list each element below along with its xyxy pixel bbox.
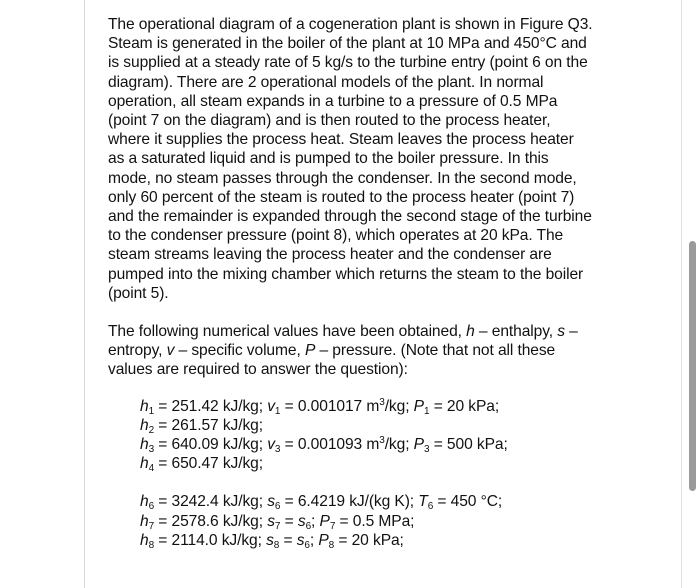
equation-line-3: $h_3 = 640.09$ kJ/kg; $v_3 = 0.001093$ $m^3/kg$; $P_3 = 500$ kPa; — [140, 435, 508, 456]
question-text — [108, 15, 593, 550]
equation-line-4: $h_4 = 650.47$ kJ/kg; — [140, 455, 263, 475]
equation-block-steam — [140, 492, 593, 550]
values-intro: The following numerical values have been obtained, h – enthalpy, s – entropy, v – specific volume, P – pressure. (Note that not all these values are required to answer the question): — [108, 323, 578, 379]
equation-block-liquid — [140, 397, 593, 474]
equation-line-8: $h_8 = 2114.0$ kJ/kg; $s_8 = s_6$; $P_8 = 20$ kPa; — [140, 531, 404, 551]
equation-line-6: $h_6 = 3242.4$ kJ/kg; $s_6 = 6.4219$ kJ/(kg K); $T_6 = 450$ °C; — [140, 493, 503, 513]
equation-line-2: $h_2 = 261.57$ kJ/kg; — [140, 416, 263, 436]
page-left-border — [84, 0, 85, 588]
page-right-border — [681, 0, 682, 588]
problem-description: The operational diagram of a cogeneration plant is shown in Figure Q3. Steam is generated in the boiler of the plant at 10 MPa and 450°C and is supplied at a steady rate of 5 kg/s to the turbine entry (point 6 on the diagram). There are 2 operational models of the plant. In normal operation, all steam expands in a turbine to a pressure of 0.5 MPa (point 7 on the diagram) and is then routed to the process heater, where it supplies the process heat. Steam leaves the process heater as a saturated liquid and is pumped to the boiler pressure. In this mode, no steam passes through the condenser. In the second mode, only 60 percent of the steam is routed to the process heater (point 7) and the remainder is expanded through the second stage of the turbine to the condenser pressure (point 8), which operates at 20 kPa. The steam streams leaving the process heater and the condenser are pumped into the mixing chamber which returns the steam to the boiler (point 5). — [108, 16, 593, 302]
equation-line-7: $h_7 = 2578.6$ kJ/kg; $s_7 = s_6$; $P_7 = 0.5$ MPa; — [140, 512, 415, 532]
vertical-scrollbar[interactable] — [689, 241, 696, 491]
equation-line-1: $h_1 = 251.42$ kJ/kg; $v_1 = 0.001017$ $m^3/kg$; $P_1 = 20$ kPa; — [140, 396, 500, 417]
